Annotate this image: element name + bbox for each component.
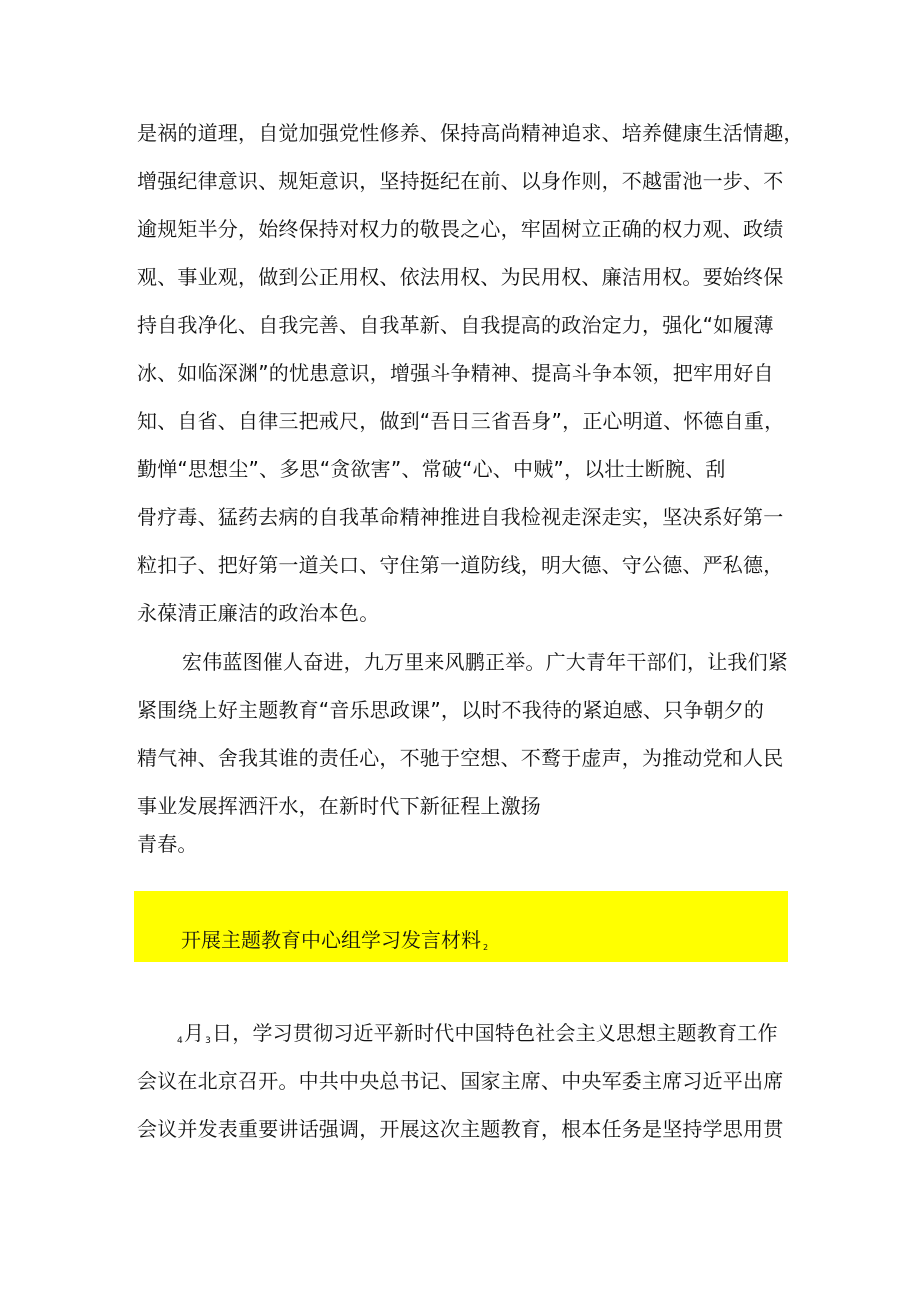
text-line: 逾规矩半分，始终保持对权力的敬畏之心，牢固树立正确的权力观、政绩 <box>137 217 784 241</box>
text-line: 知、自省、自律三把戒尺，做到“吾日三省吾身”，正心明道、怀德自重， <box>137 409 785 433</box>
text-line: 会议并发表重要讲话强调，开展这次主题教育，根本任务是坚持学思用贯 <box>137 1117 784 1141</box>
text-line <box>176 1021 778 1053</box>
line-rest: 日，学习贯彻习近平新时代中国特色社会主义思想主题教育工作 <box>212 1021 778 1045</box>
text-line: 宏伟蓝图催人奋进，九万里来风鹏正举。广大青年干部们，让我们紧 <box>182 650 788 674</box>
text-line: 事业发展挥洒汗水，在新时代下新征程上激扬 <box>137 794 541 818</box>
text-line: 精气神、舍我其谁的责任心，不驰于空想、不鹜于虚声，为推动党和人民 <box>137 746 784 770</box>
text-line: 会议在北京召开。中共中央总书记、国家主席、中央军委主席习近平出席 <box>137 1069 784 1093</box>
heading-text: 开展主题教育中心组学习发言材料 <box>181 928 481 952</box>
text-line: 永葆清正廉洁的政治本色。 <box>137 601 380 625</box>
text-line: 持自我净化、自我完善、自我革新、自我提高的政治定力，强化“如履薄 <box>137 313 774 337</box>
month-number: 4 <box>177 1036 183 1046</box>
text-line: 观、事业观，做到公正用权、依法用权、为民用权、廉洁用权。要始终保 <box>137 265 784 289</box>
text-line: 是祸的道理，自觉加强党性修养、保持高尚精神追求、培养健康生活情趣， <box>137 121 804 145</box>
text-line: 青春。 <box>137 832 198 856</box>
heading-mark: 2 <box>483 943 489 952</box>
text-line: 紧围绕上好主题教育“音乐思政课”，以时不我待的紧迫感、只争朝夕的 <box>137 698 765 722</box>
text-line: 粒扣子、把好第一道关口、守住第一道防线，明大德、守公德、严私德， <box>137 553 784 577</box>
month-char: 月 <box>183 1021 205 1045</box>
text-line: 勤惮“思想尘”、多思“贪欲害”、常破“心、中贼”，以壮士断腕、刮 <box>137 457 726 481</box>
text-line: 冰、如临深渊”的忧患意识，增强斗争精神、提高斗争本领，把牢用好自 <box>137 361 774 385</box>
section-heading <box>181 928 488 960</box>
day-number: 3 <box>205 1036 212 1046</box>
text-line: 增强纪律意识、规矩意识，坚持挺纪在前、以身作则，不越雷池一步、不 <box>137 169 784 193</box>
text-line: 骨疗毒、猛药去病的自我革命精神推进自我检视走深走实，坚决系好第一 <box>137 505 784 529</box>
